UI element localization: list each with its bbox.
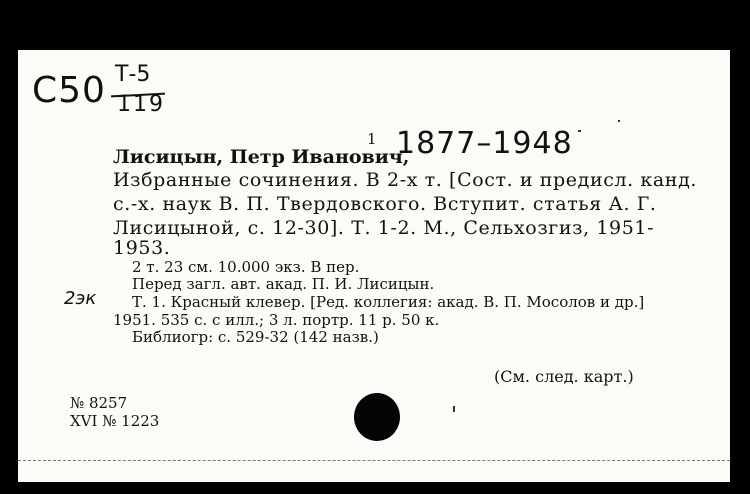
title-line: с.-х. наук В. П. Твердовского. Вступит. статья А. Г.	[113, 193, 657, 215]
description-line: 2 т. 23 см. 10.000 экз. В пер.	[132, 258, 360, 276]
card-edge-line	[18, 460, 730, 461]
title-line: Лисицыной, с. 12-30]. Т. 1-2. М., Сельхозгиз, 1951-	[113, 217, 655, 239]
speck	[578, 130, 581, 132]
catalog-card	[18, 50, 730, 482]
description-line: 1951. 535 с. с илл.; 3 л. портр. 11 р. 50 к.	[113, 311, 440, 329]
inventory-number: № 8257	[70, 394, 128, 412]
mark-i: 1	[367, 130, 377, 148]
inventory-number: XVI № 1223	[70, 412, 160, 430]
continuation-note: (См. след. карт.)	[494, 367, 634, 386]
speck	[453, 406, 455, 412]
title-line: 1953.	[113, 237, 171, 259]
handwritten-copies-note: 2эк	[64, 288, 97, 309]
title-line: Избранные сочинения. В 2-х т. [Сост. и предисл. канд.	[113, 169, 698, 191]
shelf-mark-bottom: 119	[117, 92, 165, 117]
description-line: Т. 1. Красный клевер. [Ред. коллегия: акад. В. П. Мосолов и др.]	[132, 293, 645, 311]
description-line: Перед загл. авт. акад. П. И. Лисицын.	[132, 275, 435, 293]
shelf-mark-top: Т-5	[115, 62, 151, 87]
author-heading: Лисицын, Петр Иванович,	[113, 146, 410, 168]
handwritten-years: 1877–1948	[396, 126, 573, 161]
speck	[618, 120, 620, 122]
description-line: Библиогр: с. 529-32 (142 назв.)	[132, 328, 379, 346]
shelf-mark: С50	[32, 70, 106, 111]
punch-hole	[354, 393, 400, 441]
